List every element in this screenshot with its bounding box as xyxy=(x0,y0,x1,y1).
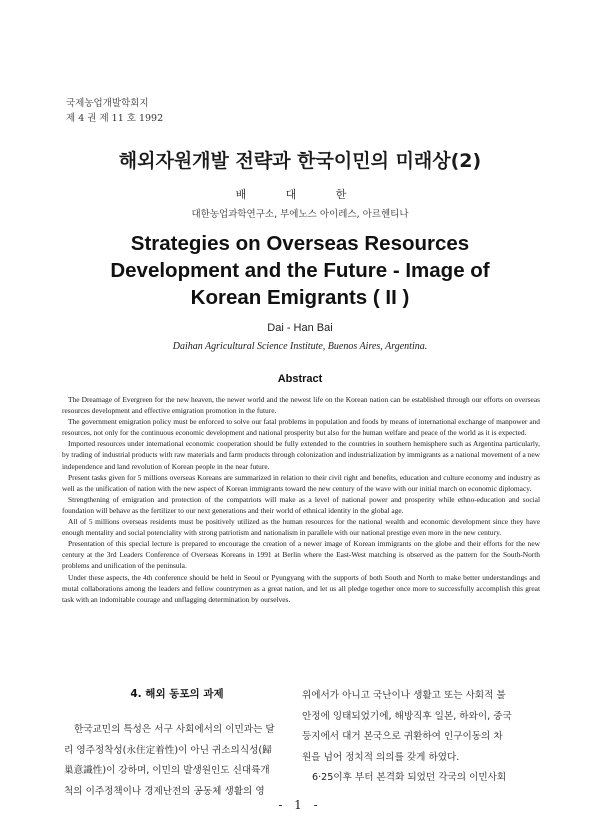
english-title xyxy=(0,230,600,311)
abstract-paragraph: Present tasks given for 5 millions overseas Koreans are summarized in relation to their civil right and benefits, education and culture economy and industry as well as the unification of nation with the new aspect of Korean immigrants toward the new century of the wave with our initial march on economic diplomacy. xyxy=(62,472,540,493)
abstract-paragraph: Under these aspects, the 4th conference should be held in Seoul or Pyungyang with the supports of both South and North to make better understandings and mutal collaborations among the leaders and fellow countrymen as a great nation, and let us all pledge together once more to successfully accomplish this great task with an indomitable courage and unflagging determination by ourselves. xyxy=(62,572,540,604)
abstract-heading: Abstract xyxy=(277,373,323,385)
section-heading: 4. 해외 동포의 과제 xyxy=(130,688,224,700)
english-affiliation: Daihan Agricultural Science Institute, Buenos Aires, Argentina. xyxy=(172,341,428,352)
abstract-body xyxy=(62,394,540,605)
page-number: - 1 - xyxy=(278,798,322,812)
body-line: 위에서가 아니고 국난이나 생활고 또는 사회적 불 xyxy=(302,690,506,701)
english-title-line: Korean Emigrants ( II ) xyxy=(190,286,410,309)
right-column xyxy=(302,686,538,789)
journal-info xyxy=(66,96,163,126)
journal-name: 국제농업개발학회지 xyxy=(66,98,149,109)
korean-title: 해외자원개발 전략과 한국이민의 미래상(2) xyxy=(118,150,482,172)
abstract-paragraph: Strengthening of emigration and protection of the compatriots will make as a level of national power and prosperity while ethno-education and social foundation will behave as the fertilizer to our next generations and their world of ethnical identity in the global age. xyxy=(62,494,540,515)
body-line: 리 영주정착성(永住定着性)이 아닌 귀소의식성(歸 xyxy=(64,744,272,756)
body-line: 6·25이후 부터 본격화 되었던 각국의 이민사회 xyxy=(312,772,507,783)
body-line: 한국교민의 특성은 서구 사회에서의 이민과는 달 xyxy=(74,724,275,735)
abstract-paragraph: All of 5 millions overseas residents must be positively utilized as the human resources for the national wealth and economic development since they have enough mentality and social potenciality with strong patriotism and nationalism in parallele with our national prestige even more in the new century. xyxy=(62,517,540,538)
abstract-paragraph: Presentation of this special lecture is prepared to encourage the creation of a newer image of Korean immigrants on the globe and their efforts for the new century at the 3rd Leaders Conference of Overseas Koreans in 1991 at Berlin where the East-West matching is observed as the pattern for the South-North problems and unification of the peninsula. xyxy=(62,539,540,571)
korean-affiliation: 대한농업과학연구소, 부에노스 아이레스, 아르헨티나 xyxy=(191,209,409,220)
body-line: 등지에서 대거 본국으로 귀환하여 인구이동의 차 xyxy=(302,731,503,742)
english-title-line: Development and the Future - Image of xyxy=(110,259,490,282)
left-column-body xyxy=(64,720,296,802)
body-line: 척의 이주정책이나 경제난전의 공동체 생활의 영 xyxy=(64,785,265,797)
body-line: 원을 넘어 정치적 의의를 갖게 하였다. xyxy=(302,751,460,763)
body-line: 안정에 잉태되었기에, 해방직후 일본, 하와이, 중국 xyxy=(302,710,512,722)
abstract-paragraph: Imported resources under international economic cooperation should be fully extended to the countries in southern hemisphere such as Argentina particularly, by trading of industrial products with raw materials and farm products through colonization and industrialization by immigrants as a national movement of a new independence and land revolution of Korean people in the near future. xyxy=(62,439,540,471)
abstract-paragraph: The government emigration policy must be enforced to solve our fatal problems in population and foods by means of international exchange of manpower and resources, not only for the continuous economic development and national prosperity but also for the human welfare and peace of the world as it is expected. xyxy=(62,417,540,438)
korean-author: 배 대 한 xyxy=(235,188,365,201)
english-title-line: Strategies on Overseas Resources xyxy=(130,232,470,255)
body-line: 巢意識性)이 강하며, 이민의 발생원인도 신대륙개 xyxy=(64,765,270,776)
english-author: Dai - Han Bai xyxy=(267,322,333,334)
journal-volume: 제 4 권 제 11 호 1992 xyxy=(66,113,164,124)
abstract-paragraph: The Dreamage of Evergreen for the new heaven, the newer world and the newest life on the Korean nation can be established through our efforts on overseas resources development and effective emigration promotion in the future. xyxy=(62,395,540,416)
